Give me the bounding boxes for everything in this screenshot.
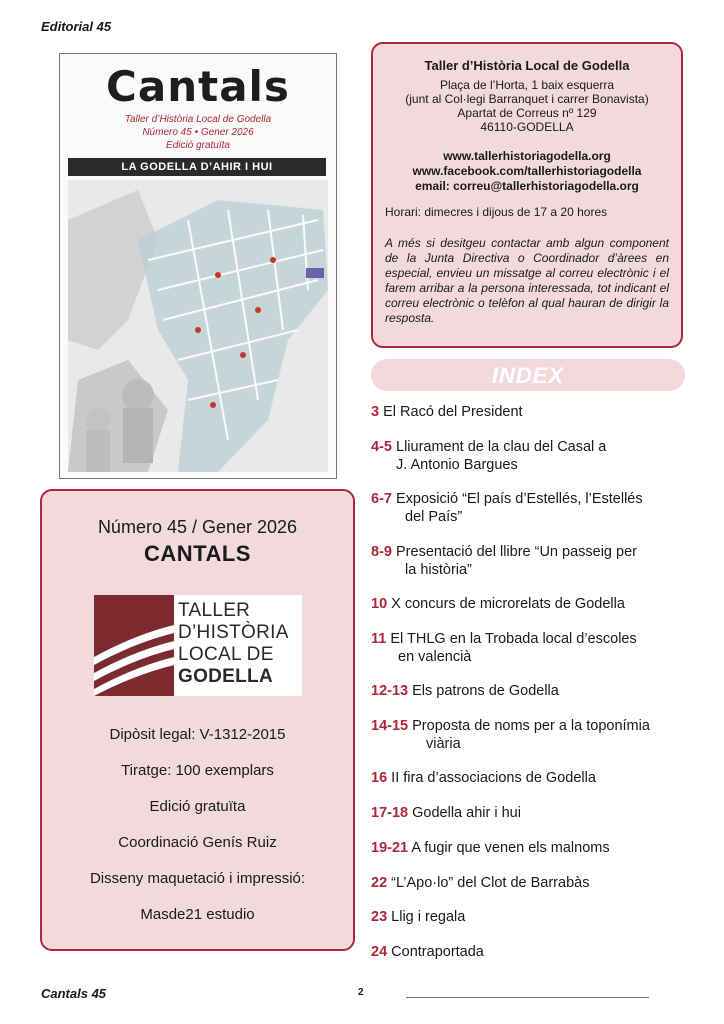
- magazine-cover: [59, 53, 337, 479]
- index-page: 8-9: [371, 544, 392, 560]
- index-entry-text: Els patrons de Godella: [412, 683, 559, 699]
- thlg-logo: [94, 595, 302, 696]
- index-item[interactable]: [371, 682, 711, 700]
- credits-box: [40, 489, 355, 951]
- index-item[interactable]: [371, 543, 711, 579]
- logo-text-line: GODELLA: [178, 666, 273, 687]
- index-entry-text: “L’Apo·lo” del Clot de Barrabàs: [391, 875, 590, 891]
- index-entry-text: El THLG en la Trobada local d’escoles: [390, 631, 637, 647]
- index-page: 24: [371, 944, 388, 960]
- cover-subtitle-issue: Número 45 • Gener 2026: [142, 127, 254, 138]
- running-header: Editorial 45: [41, 19, 112, 34]
- contact-organization: Taller d’Història Local de Godella: [424, 58, 630, 73]
- opening-hours: Horari: dimecres i dijous de 17 a 20 hores: [385, 205, 608, 219]
- index-item[interactable]: [371, 630, 711, 666]
- index-item[interactable]: [371, 943, 711, 961]
- contact-box: [371, 42, 683, 348]
- design-label: Disseny maquetació i impressió:: [89, 870, 306, 887]
- page-number: 2: [358, 987, 364, 998]
- index-item[interactable]: [371, 769, 711, 787]
- contact-address-line: 46110-GODELLA: [480, 120, 574, 134]
- index-item[interactable]: [371, 874, 711, 892]
- cover-subtitle-edition: Edició gratuïta: [166, 140, 230, 151]
- index-page: 19-21: [371, 840, 409, 856]
- index-item[interactable]: [371, 490, 711, 526]
- facebook-link[interactable]: www.facebook.com/tallerhistoriagodella: [412, 164, 642, 178]
- design-studio: Masde21 estudio: [140, 906, 255, 923]
- footer-divider: [406, 997, 649, 998]
- index-entry-text: Presentació del llibre “Un passeig per: [396, 544, 637, 560]
- contact-note: A més si desitgeu contactar amb algun component de la Junta Directiva o Coordinador d’àrees en especial, envieu un missatge al correu electrònic i el farem arribar a la persona interessada, tot indicant el correu electrònic o telèfon al qual hauran de dirigir la resposta.: [385, 236, 669, 325]
- running-footer: Cantals 45: [41, 986, 107, 1001]
- index-page: 3: [371, 404, 380, 420]
- legal-deposit: Dipòsit legal: V-1312-2015: [109, 726, 286, 743]
- website-link[interactable]: www.tallerhistoriagodella.org: [443, 149, 611, 163]
- index-page: 14-15: [371, 718, 409, 734]
- index-item[interactable]: [371, 839, 711, 857]
- index-item[interactable]: [371, 804, 711, 822]
- index-page: 12-13: [371, 683, 409, 699]
- index-page: 22: [371, 875, 388, 891]
- contact-address-line: Apartat de Correus nº 129: [457, 106, 597, 120]
- index-page: 10: [371, 596, 388, 612]
- index-item[interactable]: [371, 403, 711, 421]
- index-page: 11: [371, 631, 387, 647]
- cover-band: LA GODELLA D’AHIR I HUI: [68, 158, 326, 176]
- index-item[interactable]: [371, 717, 711, 753]
- index-entry-text: Proposta de noms per a la toponímia: [412, 718, 650, 734]
- index-page: 17-18: [371, 805, 409, 821]
- index-entry-continuation: viària: [426, 736, 461, 752]
- index-entry-text: Llig i regala: [391, 909, 466, 925]
- email-link[interactable]: email: correu@tallerhistoriagodella.org: [415, 179, 639, 193]
- cover-title: Cantals: [106, 62, 290, 111]
- coordination: Coordinació Genís Ruiz: [118, 834, 277, 851]
- logo-text-line: TALLER: [178, 600, 251, 621]
- index-entry-continuation: del País”: [405, 509, 463, 525]
- index-entry-continuation: la història”: [405, 562, 472, 578]
- index-item[interactable]: [371, 438, 711, 474]
- cover-map-illustration: [68, 180, 328, 472]
- index-item[interactable]: [371, 908, 711, 926]
- logo-mark-icon: [94, 595, 174, 696]
- index-page: 4-5: [371, 439, 392, 455]
- logo-text-line: LOCAL DE: [178, 644, 274, 665]
- index-entry-text: El Racó del President: [383, 404, 523, 420]
- index-entry-text: Contraportada: [391, 944, 484, 960]
- logo-text-line: D’HISTÒRIA: [178, 622, 289, 643]
- index-page: 6-7: [371, 491, 392, 507]
- magazine-title: CANTALS: [144, 541, 251, 566]
- index-entry-continuation: J. Antonio Bargues: [396, 457, 518, 473]
- index-entry-continuation: en valencià: [398, 649, 472, 665]
- index-item[interactable]: [371, 595, 711, 613]
- cover-subtitle-org: Taller d’Història Local de Godella: [124, 114, 272, 125]
- issue-label: Número 45 / Gener 2026: [97, 517, 298, 537]
- contact-address-line: Plaça de l’Horta, 1 baix esquerra: [439, 78, 615, 92]
- index-page: 23: [371, 909, 388, 925]
- index-entry-text: Lliurament de la clau del Casal a: [396, 439, 607, 455]
- index-entry-text: A fugir que venen els malnoms: [411, 840, 610, 856]
- index-page: 16: [371, 770, 388, 786]
- index-title: INDEX: [371, 359, 685, 391]
- print-run: Tiratge: 100 exemplars: [121, 762, 274, 779]
- index-entry-text: Godella ahir i hui: [412, 805, 521, 821]
- contact-address-line: (junt al Col·legi Barranquet i carrer Bonavista): [405, 92, 649, 106]
- index-entry-text: X concurs de microrelats de Godella: [391, 596, 625, 612]
- edition-note: Edició gratuïta: [149, 798, 246, 815]
- index-entry-text: Exposició “El país d’Estellés, l’Estellés: [396, 491, 643, 507]
- index-entry-text: II fira d’associacions de Godella: [391, 770, 596, 786]
